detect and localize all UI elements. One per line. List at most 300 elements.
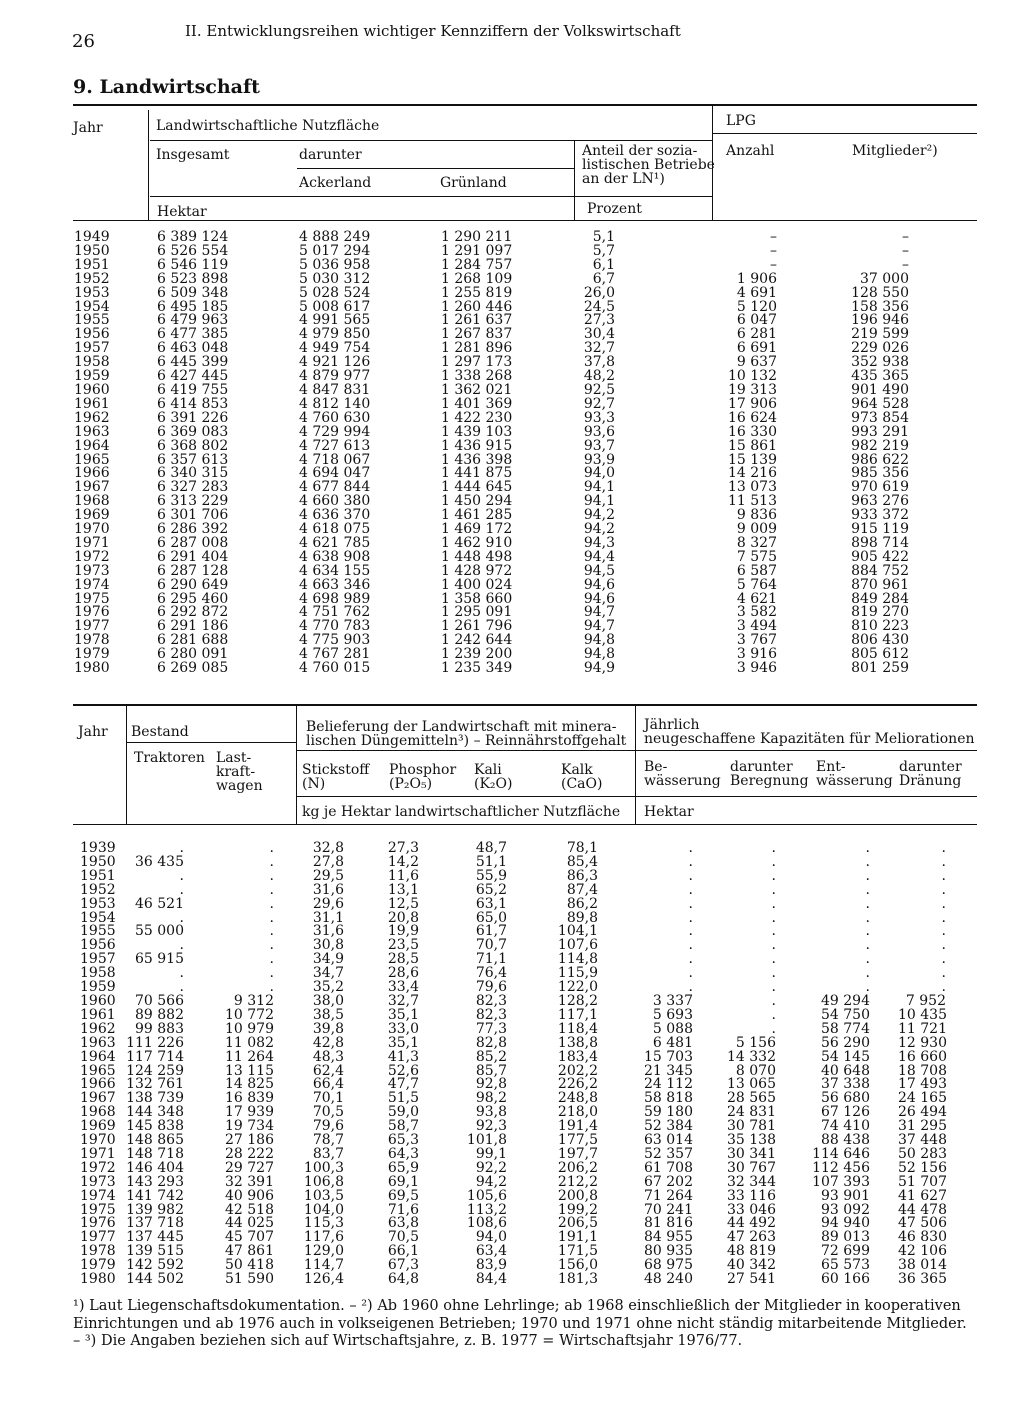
section-title: 9. Landwirtschaft (73, 76, 260, 98)
table-cell: . (688, 895, 693, 912)
table-cell: 806 430 (851, 632, 909, 649)
lpg-anzahl-column (725, 231, 777, 676)
table-cell: 37 000 (860, 270, 909, 287)
table-cell: 1975 (74, 590, 110, 607)
table-cell: 64,8 (387, 1271, 419, 1288)
table-cell: 94,1 (583, 479, 615, 496)
table-cell: 1968 (80, 1104, 116, 1121)
table-cell: 88 438 (821, 1132, 870, 1149)
table-cell: 6 389 124 (157, 229, 229, 245)
table-cell: 212,2 (557, 1173, 598, 1190)
table-cell: 1974 (80, 1187, 116, 1204)
table-cell: 65,3 (387, 1132, 419, 1149)
table-cell: 24 112 (644, 1076, 693, 1093)
table-cell: – (902, 256, 909, 273)
table-cell: 1 242 644 (441, 632, 513, 649)
table-cell: 1967 (74, 479, 110, 496)
table-cell: 32,8 (312, 840, 344, 856)
table-cell: 5 120 (736, 298, 777, 315)
table-cell: 65,2 (475, 881, 507, 898)
table-cell: 30,8 (312, 937, 344, 954)
header-melio-line2: neugeschaffene Kapazitäten für Meliorationen (644, 731, 975, 747)
table-cell: 19 313 (728, 381, 777, 398)
table-cell: 7 575 (736, 548, 777, 565)
table-cell: 5 088 (652, 1020, 693, 1037)
table-cell: . (771, 1006, 776, 1023)
table-cell: 6 301 706 (157, 507, 229, 524)
table-cell: 30 341 (727, 1145, 776, 1162)
table-cell: 4 634 155 (299, 562, 371, 579)
table-cell: 79,6 (312, 1118, 344, 1135)
table-cell: 32 344 (727, 1173, 776, 1190)
table-cell: 1956 (74, 326, 110, 343)
table-cell: 132 761 (126, 1076, 184, 1093)
table-cell: 82,3 (475, 1006, 507, 1023)
table-cell: . (771, 853, 776, 870)
table-cell: 12 930 (898, 1034, 947, 1051)
table-cell: 32 391 (225, 1173, 274, 1190)
table-cell: 1975 (80, 1201, 116, 1218)
table-cell: 89,8 (566, 909, 598, 926)
header-phosphor: Phosphor (389, 762, 457, 778)
table-cell: 1 295 091 (441, 604, 513, 621)
table-cell: 35 138 (727, 1132, 776, 1149)
table-cell: 48 819 (727, 1243, 776, 1260)
header-kali: Kali (474, 762, 502, 778)
table-cell: 128 550 (851, 284, 909, 301)
header-anteil-line2: listischen Betriebe (582, 157, 715, 173)
table-cell: 4 621 785 (299, 534, 371, 551)
header-lkw-line1: Last- (216, 750, 252, 766)
table-cell: 1979 (80, 1257, 116, 1274)
table-cell: 92,3 (475, 1118, 507, 1135)
table-cell: 36 365 (898, 1271, 947, 1288)
table-cell: 138 739 (126, 1090, 184, 1107)
table-cell: 177,5 (557, 1132, 598, 1149)
bewaesserung-column (640, 842, 693, 1287)
table-cell: 218,0 (557, 1104, 598, 1121)
table-cell: 5 030 312 (299, 270, 371, 287)
table-cell: 42,8 (312, 1034, 344, 1051)
table-cell: 915 119 (851, 521, 909, 538)
table-cell: 58 818 (644, 1090, 693, 1107)
table-cell: 6 281 (736, 326, 777, 343)
table-cell: . (771, 923, 776, 940)
table-cell: 93,3 (583, 409, 615, 426)
table-cell: 1950 (80, 853, 116, 870)
table-cell: 83,7 (312, 1145, 344, 1162)
table-cell: 6 479 963 (157, 312, 229, 329)
anteil-column (560, 231, 615, 676)
table-cell: 17 493 (898, 1076, 947, 1093)
table-cell: 48,7 (475, 840, 507, 856)
table-cell: 1976 (80, 1215, 116, 1232)
beregnung-column (722, 842, 776, 1287)
table-cell: 1 267 837 (441, 326, 513, 343)
table-cell: 901 490 (851, 381, 909, 398)
table-cell: 352 938 (851, 354, 909, 371)
table-cell: 14,2 (387, 853, 419, 870)
table-cell: – (902, 229, 909, 245)
table-cell: 84 955 (644, 1229, 693, 1246)
table-cell: 68 975 (644, 1257, 693, 1274)
table-cell: 11 513 (728, 493, 777, 510)
header-belieferung-line1: Belieferung der Landwirtschaft mit minera- (306, 719, 617, 735)
table-cell: 819 270 (851, 604, 909, 621)
table-cell: 21 345 (644, 1062, 693, 1079)
table-cell: 143 293 (126, 1173, 184, 1190)
table-cell: . (269, 937, 274, 954)
table-cell: 31 295 (898, 1118, 947, 1135)
table-cell: 94,5 (583, 562, 615, 579)
table-cell: 94,4 (583, 548, 615, 565)
table-cell: . (179, 881, 184, 898)
table-cell: 1954 (80, 909, 116, 926)
table-cell: . (941, 909, 946, 926)
table-cell: 31,1 (312, 909, 344, 926)
table-cell: 71,6 (387, 1201, 419, 1218)
table2-top-rule (73, 704, 977, 706)
table-cell: 86,3 (566, 867, 598, 884)
table-cell: 24 831 (727, 1104, 776, 1121)
header-entwaesserung-line1: Ent- (816, 759, 846, 775)
table-cell: 1980 (74, 660, 110, 677)
darunter-rule (297, 168, 575, 169)
table-cell: 63,4 (475, 1243, 507, 1260)
table-cell: 191,4 (557, 1118, 598, 1135)
table-cell: 114,8 (557, 951, 598, 968)
table-cell: 63,8 (387, 1215, 419, 1232)
table-cell: 181,3 (557, 1271, 598, 1288)
table-cell: 1971 (74, 534, 110, 551)
table-cell: 1969 (80, 1118, 116, 1135)
table-cell: 51,5 (387, 1090, 419, 1107)
table-cell: . (865, 909, 870, 926)
header-melio-line1: Jährlich (644, 717, 700, 733)
table1-top-rule (73, 104, 977, 106)
table-cell: 59 180 (644, 1104, 693, 1121)
table-cell: 1 448 498 (441, 548, 513, 565)
table-cell: . (865, 979, 870, 996)
table-cell: 1 362 021 (441, 381, 513, 398)
table-cell: . (941, 979, 946, 996)
table-cell: 29,5 (312, 867, 344, 884)
table2-vline-belieferung (635, 706, 636, 824)
table-cell: 196 946 (851, 312, 909, 329)
table-cell: . (771, 937, 776, 954)
table-cell: 46 830 (898, 1229, 947, 1246)
table-cell: 58 774 (821, 1020, 870, 1037)
table-cell: 3 916 (736, 646, 777, 663)
table-cell: 4 949 754 (299, 340, 371, 357)
table-cell: 92,2 (475, 1159, 507, 1176)
table-cell: 5,1 (592, 229, 615, 245)
gruenland-column (441, 231, 521, 676)
table-cell: 200,8 (557, 1187, 598, 1204)
table-cell: 4 770 783 (299, 618, 371, 635)
table-cell: 33 046 (727, 1201, 776, 1218)
table-cell: 4 621 (736, 590, 777, 607)
header-anteil-line1: Anteil der sozia- (582, 143, 698, 159)
table-cell: . (269, 867, 274, 884)
table-cell: 52 357 (644, 1145, 693, 1162)
table-cell: 70,1 (312, 1090, 344, 1107)
table-cell: 5 017 294 (299, 242, 371, 259)
table-cell: 92,7 (583, 395, 615, 412)
table-cell: 50 418 (225, 1257, 274, 1274)
table-cell: 1964 (80, 1048, 116, 1065)
table-cell: . (865, 937, 870, 954)
table-cell: 1960 (80, 992, 116, 1009)
table-cell: 117,6 (303, 1229, 344, 1246)
table-cell: 124 259 (126, 1062, 184, 1079)
header-gruenland: Grünland (440, 175, 507, 191)
table-cell: 1962 (74, 409, 110, 426)
table-cell: 1957 (74, 340, 110, 357)
table-cell: 1966 (80, 1076, 116, 1093)
table-cell: 849 284 (851, 590, 909, 607)
table-cell: 6 368 802 (157, 437, 229, 454)
table-cell: . (865, 951, 870, 968)
table-cell: 144 502 (126, 1271, 184, 1288)
insgesamt-column (157, 231, 237, 676)
table-cell: 48 240 (644, 1271, 693, 1288)
table-cell: 93 901 (821, 1187, 870, 1204)
table-cell: 1953 (80, 895, 116, 912)
table-cell: 6 047 (736, 312, 777, 329)
table-cell: 39,8 (312, 1020, 344, 1037)
table-cell: 1 290 211 (441, 229, 513, 245)
table-cell: 20,8 (387, 909, 419, 926)
table-cell: 1955 (74, 312, 110, 329)
table-cell: . (941, 881, 946, 898)
table-cell: 1 441 875 (441, 465, 513, 482)
table-cell: 65 915 (135, 951, 184, 968)
table-cell: 1973 (80, 1173, 116, 1190)
table-cell: 1960 (74, 381, 110, 398)
table-cell: 106,8 (303, 1173, 344, 1190)
table-cell: . (771, 992, 776, 1009)
table-cell: 55 000 (135, 923, 184, 940)
table-cell: 1 462 910 (441, 534, 513, 551)
table-cell: 35,1 (387, 1034, 419, 1051)
table-cell: 52 156 (898, 1159, 947, 1176)
table-cell: 810 223 (851, 618, 909, 635)
table-cell: 1967 (80, 1090, 116, 1107)
table-cell: 7 952 (905, 992, 946, 1009)
table-cell: 81 816 (644, 1215, 693, 1232)
table-cell: . (771, 1020, 776, 1037)
table-cell: 54 145 (821, 1048, 870, 1065)
table-cell: 93,9 (583, 451, 615, 468)
table-cell: 1 255 819 (441, 284, 513, 301)
table-cell: 29,6 (312, 895, 344, 912)
table-cell: 6 313 229 (157, 493, 229, 510)
table-cell: 6 691 (736, 340, 777, 357)
table-cell: 33 116 (727, 1187, 776, 1204)
header-traktoren: Traktoren (134, 750, 205, 766)
table-cell: 44 025 (225, 1215, 274, 1232)
table-cell: 27 541 (727, 1271, 776, 1288)
table-cell: 16 660 (898, 1048, 947, 1065)
table-cell: – (770, 256, 777, 273)
table-cell: 71,1 (475, 951, 507, 968)
table-cell: 1970 (80, 1132, 116, 1149)
lpg-mitglieder-column (840, 231, 909, 676)
table-cell: 29 727 (225, 1159, 274, 1176)
table-cell: . (688, 840, 693, 856)
table-cell: 63,1 (475, 895, 507, 912)
table-cell: . (269, 895, 274, 912)
table-cell: 6 290 649 (157, 576, 229, 593)
table-cell: 49 294 (821, 992, 870, 1009)
table-cell: 14 825 (225, 1076, 274, 1093)
table-cell: 1952 (80, 881, 116, 898)
table-cell: 1 358 660 (441, 590, 513, 607)
table-cell: 1 422 230 (441, 409, 513, 426)
table-cell: . (771, 909, 776, 926)
table-cell: 94,6 (583, 590, 615, 607)
table-cell: 1978 (74, 632, 110, 649)
table-cell: 99 883 (135, 1020, 184, 1037)
table2-vline-jahr (126, 706, 127, 824)
ackerland-column (299, 231, 379, 676)
table-cell: 27,8 (312, 853, 344, 870)
table2-header-bottom-rule (73, 824, 977, 825)
table-cell: . (771, 867, 776, 884)
unit-hektar-melio: Hektar (644, 804, 694, 820)
header-mitglieder: Mitglieder²) (852, 143, 938, 159)
table-cell: 6 291 186 (157, 618, 229, 635)
table-cell: 36 435 (135, 853, 184, 870)
table-cell: 107 393 (812, 1173, 870, 1190)
table-cell: 229 026 (851, 340, 909, 357)
header-stickstoff: Stickstoff (302, 762, 370, 778)
table-cell: 69,1 (387, 1173, 419, 1190)
header-entwaesserung-line2: wässerung (816, 773, 893, 789)
table-cell: 1972 (74, 548, 110, 565)
table-cell: 144 348 (126, 1104, 184, 1121)
table-cell: 9 009 (736, 521, 777, 538)
table-cell: – (770, 229, 777, 245)
table-cell: 10 132 (728, 368, 777, 385)
table-cell: 4 760 015 (299, 660, 371, 677)
table-cell: 3 494 (736, 618, 777, 635)
table-cell: 3 946 (736, 660, 777, 677)
table-cell: 970 619 (851, 479, 909, 496)
table-cell: 1951 (74, 256, 110, 273)
table-cell: 5 764 (736, 576, 777, 593)
table-cell: 13,1 (387, 881, 419, 898)
table-cell: 31,6 (312, 881, 344, 898)
table-cell: 13 065 (727, 1076, 776, 1093)
stickstoff-column (300, 842, 344, 1287)
table-cell: 1 260 446 (441, 298, 513, 315)
table-cell: 1 428 972 (441, 562, 513, 579)
table-cell: . (771, 965, 776, 982)
header-kalk: Kalk (561, 762, 593, 778)
table-cell: 94,8 (583, 646, 615, 663)
table-cell: 122,0 (557, 979, 598, 996)
kalk-column (548, 842, 598, 1287)
table-cell: 67 202 (644, 1173, 693, 1190)
header-stickstoff-symbol: (N) (302, 776, 326, 792)
table-cell: 9 836 (736, 507, 777, 524)
header-ln: Landwirtschaftliche Nutzfläche (156, 118, 380, 134)
lpg-rule (713, 133, 977, 134)
table-cell: 6 391 226 (157, 409, 229, 426)
table-cell: 6 414 853 (157, 395, 229, 412)
table-cell: 6 292 872 (157, 604, 229, 621)
table-cell: 1958 (80, 965, 116, 982)
header-kalk-symbol: (CaO) (561, 776, 603, 792)
table-cell: 4 812 140 (299, 395, 371, 412)
table-cell: 973 854 (851, 409, 909, 426)
table-cell: 4 991 565 (299, 312, 371, 329)
table-cell: 30 781 (727, 1118, 776, 1135)
table-cell: 93,8 (475, 1104, 507, 1121)
table-cell: 47,7 (387, 1076, 419, 1093)
ln-rule (150, 140, 713, 141)
table-cell: 93,6 (583, 423, 615, 440)
table-cell: 1974 (74, 576, 110, 593)
table-cell: 884 752 (851, 562, 909, 579)
table-cell: . (269, 923, 274, 940)
table-cell: 1964 (74, 437, 110, 454)
table-cell: 44 492 (727, 1215, 776, 1232)
table-cell: 183,4 (557, 1048, 598, 1065)
table-cell: 435 365 (851, 368, 909, 385)
table-cell: 94,1 (583, 493, 615, 510)
table-cell: 67,3 (387, 1257, 419, 1274)
table-cell: 93,7 (583, 437, 615, 454)
table-cell: 138,8 (557, 1034, 598, 1051)
table-cell: 32,7 (583, 340, 615, 357)
table-cell: 191,1 (557, 1229, 598, 1246)
table-cell: 1 401 369 (441, 395, 513, 412)
bestand-rule (127, 742, 297, 743)
table-cell: 1961 (74, 395, 110, 412)
table-cell: 16 624 (728, 409, 777, 426)
table-cell: 92,8 (475, 1076, 507, 1093)
table-cell: 1977 (80, 1229, 116, 1246)
table-cell: 6 427 445 (157, 368, 229, 385)
table-cell: 156,0 (557, 1257, 598, 1274)
table-cell: . (688, 909, 693, 926)
table-cell: 19,9 (387, 923, 419, 940)
table-cell: 94,6 (583, 576, 615, 593)
table-cell: 805 612 (851, 646, 909, 663)
table-cell: 16 839 (225, 1090, 274, 1107)
table-cell: 1 235 349 (441, 660, 513, 677)
table-cell: 65,0 (475, 909, 507, 926)
table-cell: 206,2 (557, 1159, 598, 1176)
table-cell: 9 637 (736, 354, 777, 371)
table-cell: 94 940 (821, 1215, 870, 1232)
header2-jahr: Jahr (78, 724, 108, 740)
table-cell: 47 861 (225, 1243, 274, 1260)
table-cell: 6 340 315 (157, 465, 229, 482)
page-number: 26 (72, 31, 95, 52)
table-cell: . (269, 979, 274, 996)
table-cell: 6 481 (652, 1034, 693, 1051)
table-cell: 1959 (74, 368, 110, 385)
table-cell: 129,0 (303, 1243, 344, 1260)
table-cell: 3 767 (736, 632, 777, 649)
table-cell: 70,5 (312, 1104, 344, 1121)
table-cell: 47 263 (727, 1229, 776, 1246)
table-cell: 5,7 (592, 242, 615, 259)
